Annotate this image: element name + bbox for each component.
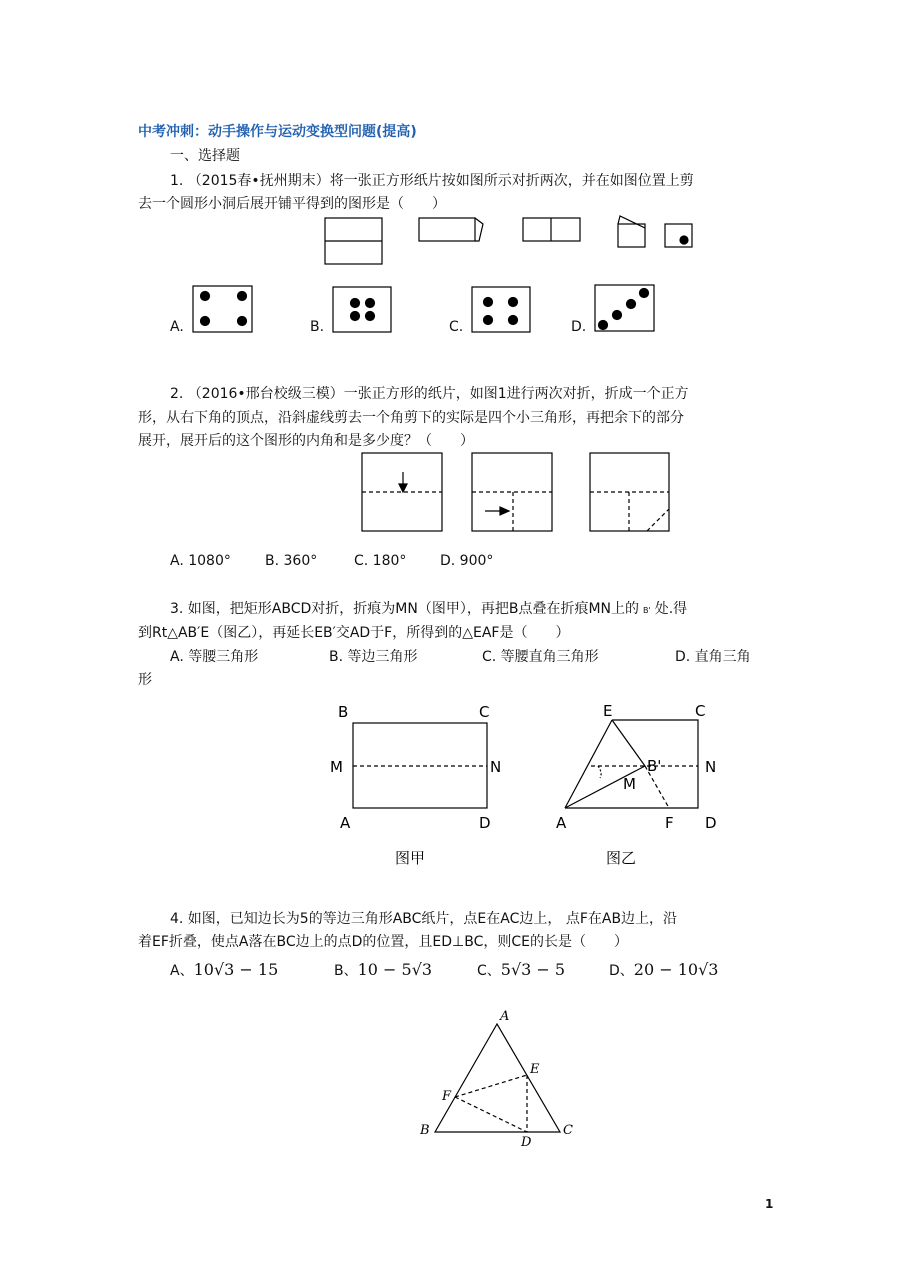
q4-label-e: E	[530, 1062, 540, 1077]
q3-yi-caption: 图乙	[606, 849, 637, 867]
q4-option-c-label: C、	[477, 963, 501, 979]
q2-line-3: 展开，展开后的这个图形的内角和是多少度？（ ）	[138, 433, 474, 449]
q3-b-prime-small: B'	[643, 606, 651, 615]
q4-line-2: 着EF折叠，使点A落在BC边上的点D的位置，且ED⊥BC，则CE的长是（ ）	[138, 934, 628, 950]
q3-jia-label-d: D	[479, 814, 491, 832]
q4-option-a-label: A、	[170, 963, 194, 979]
q3-yi-label-c: C	[695, 702, 706, 720]
q3-jia-label-n: N	[490, 758, 502, 776]
q4-option-b-label: B、	[334, 963, 358, 979]
q3-line-2: 到Rt△AB′E（图乙），再延长EB′交AD于F，所得到的△EAF是（ ）	[138, 625, 570, 641]
q4-label-d: D	[521, 1135, 532, 1150]
q1-line-2: 去一个圆形小洞后展开铺平得到的图形是（ ）	[138, 196, 446, 212]
q4-label-a: A	[500, 1009, 510, 1024]
q3-yi-label-f: F	[665, 814, 674, 832]
q3-option-d-wrap: 形	[138, 672, 152, 688]
q4-label-f: F	[442, 1089, 452, 1104]
q4-option-d-expr: 20 − 10√3	[633, 960, 719, 979]
q3-yi-label-a: A	[556, 814, 567, 832]
q2-option-d[interactable]: D. 900°	[440, 553, 494, 569]
q1-line-1: 1. （2015春•抚州期末）将一张正方形纸片按如图所示对折两次，并在如图位置上剪	[170, 173, 694, 189]
q4-label-c: C	[563, 1123, 573, 1138]
q3-jia-caption: 图甲	[395, 849, 426, 867]
q3-line-1-start: 3. 如图，把矩形ABCD对折，折痕为MN（图甲），再把B点叠在折痕MN上的	[170, 601, 640, 617]
q3-yi-label-b-prime: B'	[647, 757, 662, 775]
q3-yi-label-e: E	[603, 702, 613, 720]
q4-option-c-expr: 5√3 − 5	[500, 960, 566, 979]
q4-option-b-expr: 10 − 5√3	[357, 960, 433, 979]
q3-jia-label-c: C	[479, 703, 490, 721]
q3-jia-label-b: B	[338, 703, 349, 721]
q3-option-d[interactable]: D. 直角三角	[675, 649, 751, 665]
page-number: 1	[765, 1197, 774, 1211]
q2-line-2: 形，从右下角的顶点，沿斜虚线剪去一个角剪下的实际是四个小三角形，再把余下的部分	[138, 410, 684, 426]
q3-yi-label-n: N	[705, 758, 717, 776]
q1-option-b-label[interactable]: B.	[310, 319, 325, 335]
q2-option-a[interactable]: A. 1080°	[170, 553, 231, 569]
q2-option-c[interactable]: C. 180°	[354, 553, 407, 569]
q3-option-c[interactable]: C. 等腰直角三角形	[482, 649, 599, 665]
q1-option-c-label[interactable]: C.	[449, 319, 464, 335]
q1-option-a-label[interactable]: A.	[170, 319, 184, 335]
q3-option-b[interactable]: B. 等边三角形	[329, 649, 418, 665]
q3-jia-label-a: A	[340, 814, 351, 832]
q3-option-a[interactable]: A. 等腰三角形	[170, 649, 259, 665]
q4-line-1: 4. 如图，已知边长为5的等边三角形ABC纸片，点E在AC边上， 点F在AB边上，沿	[170, 911, 678, 927]
section-heading: 一、选择题	[170, 148, 240, 164]
q4-option-d-label: D、	[609, 963, 634, 979]
page-title: 中考冲刺：动手操作与运动变换型问题(提高)	[138, 124, 417, 140]
q3-line-1-end: 处.得	[654, 601, 688, 617]
q3-jia-label-m: M	[330, 758, 343, 776]
q2-option-b[interactable]: B. 360°	[265, 553, 318, 569]
q3-yi-label-d: D	[705, 814, 717, 832]
q4-label-b: B	[420, 1123, 430, 1138]
q1-option-d-label[interactable]: D.	[571, 319, 587, 335]
q4-option-a-expr: 10√3 − 15	[193, 960, 279, 979]
q2-line-1: 2. （2016•邢台校级三模）一张正方形的纸片，如图1进行两次对折，折成一个正方	[170, 386, 689, 402]
q3-yi-label-m: M	[623, 775, 636, 793]
